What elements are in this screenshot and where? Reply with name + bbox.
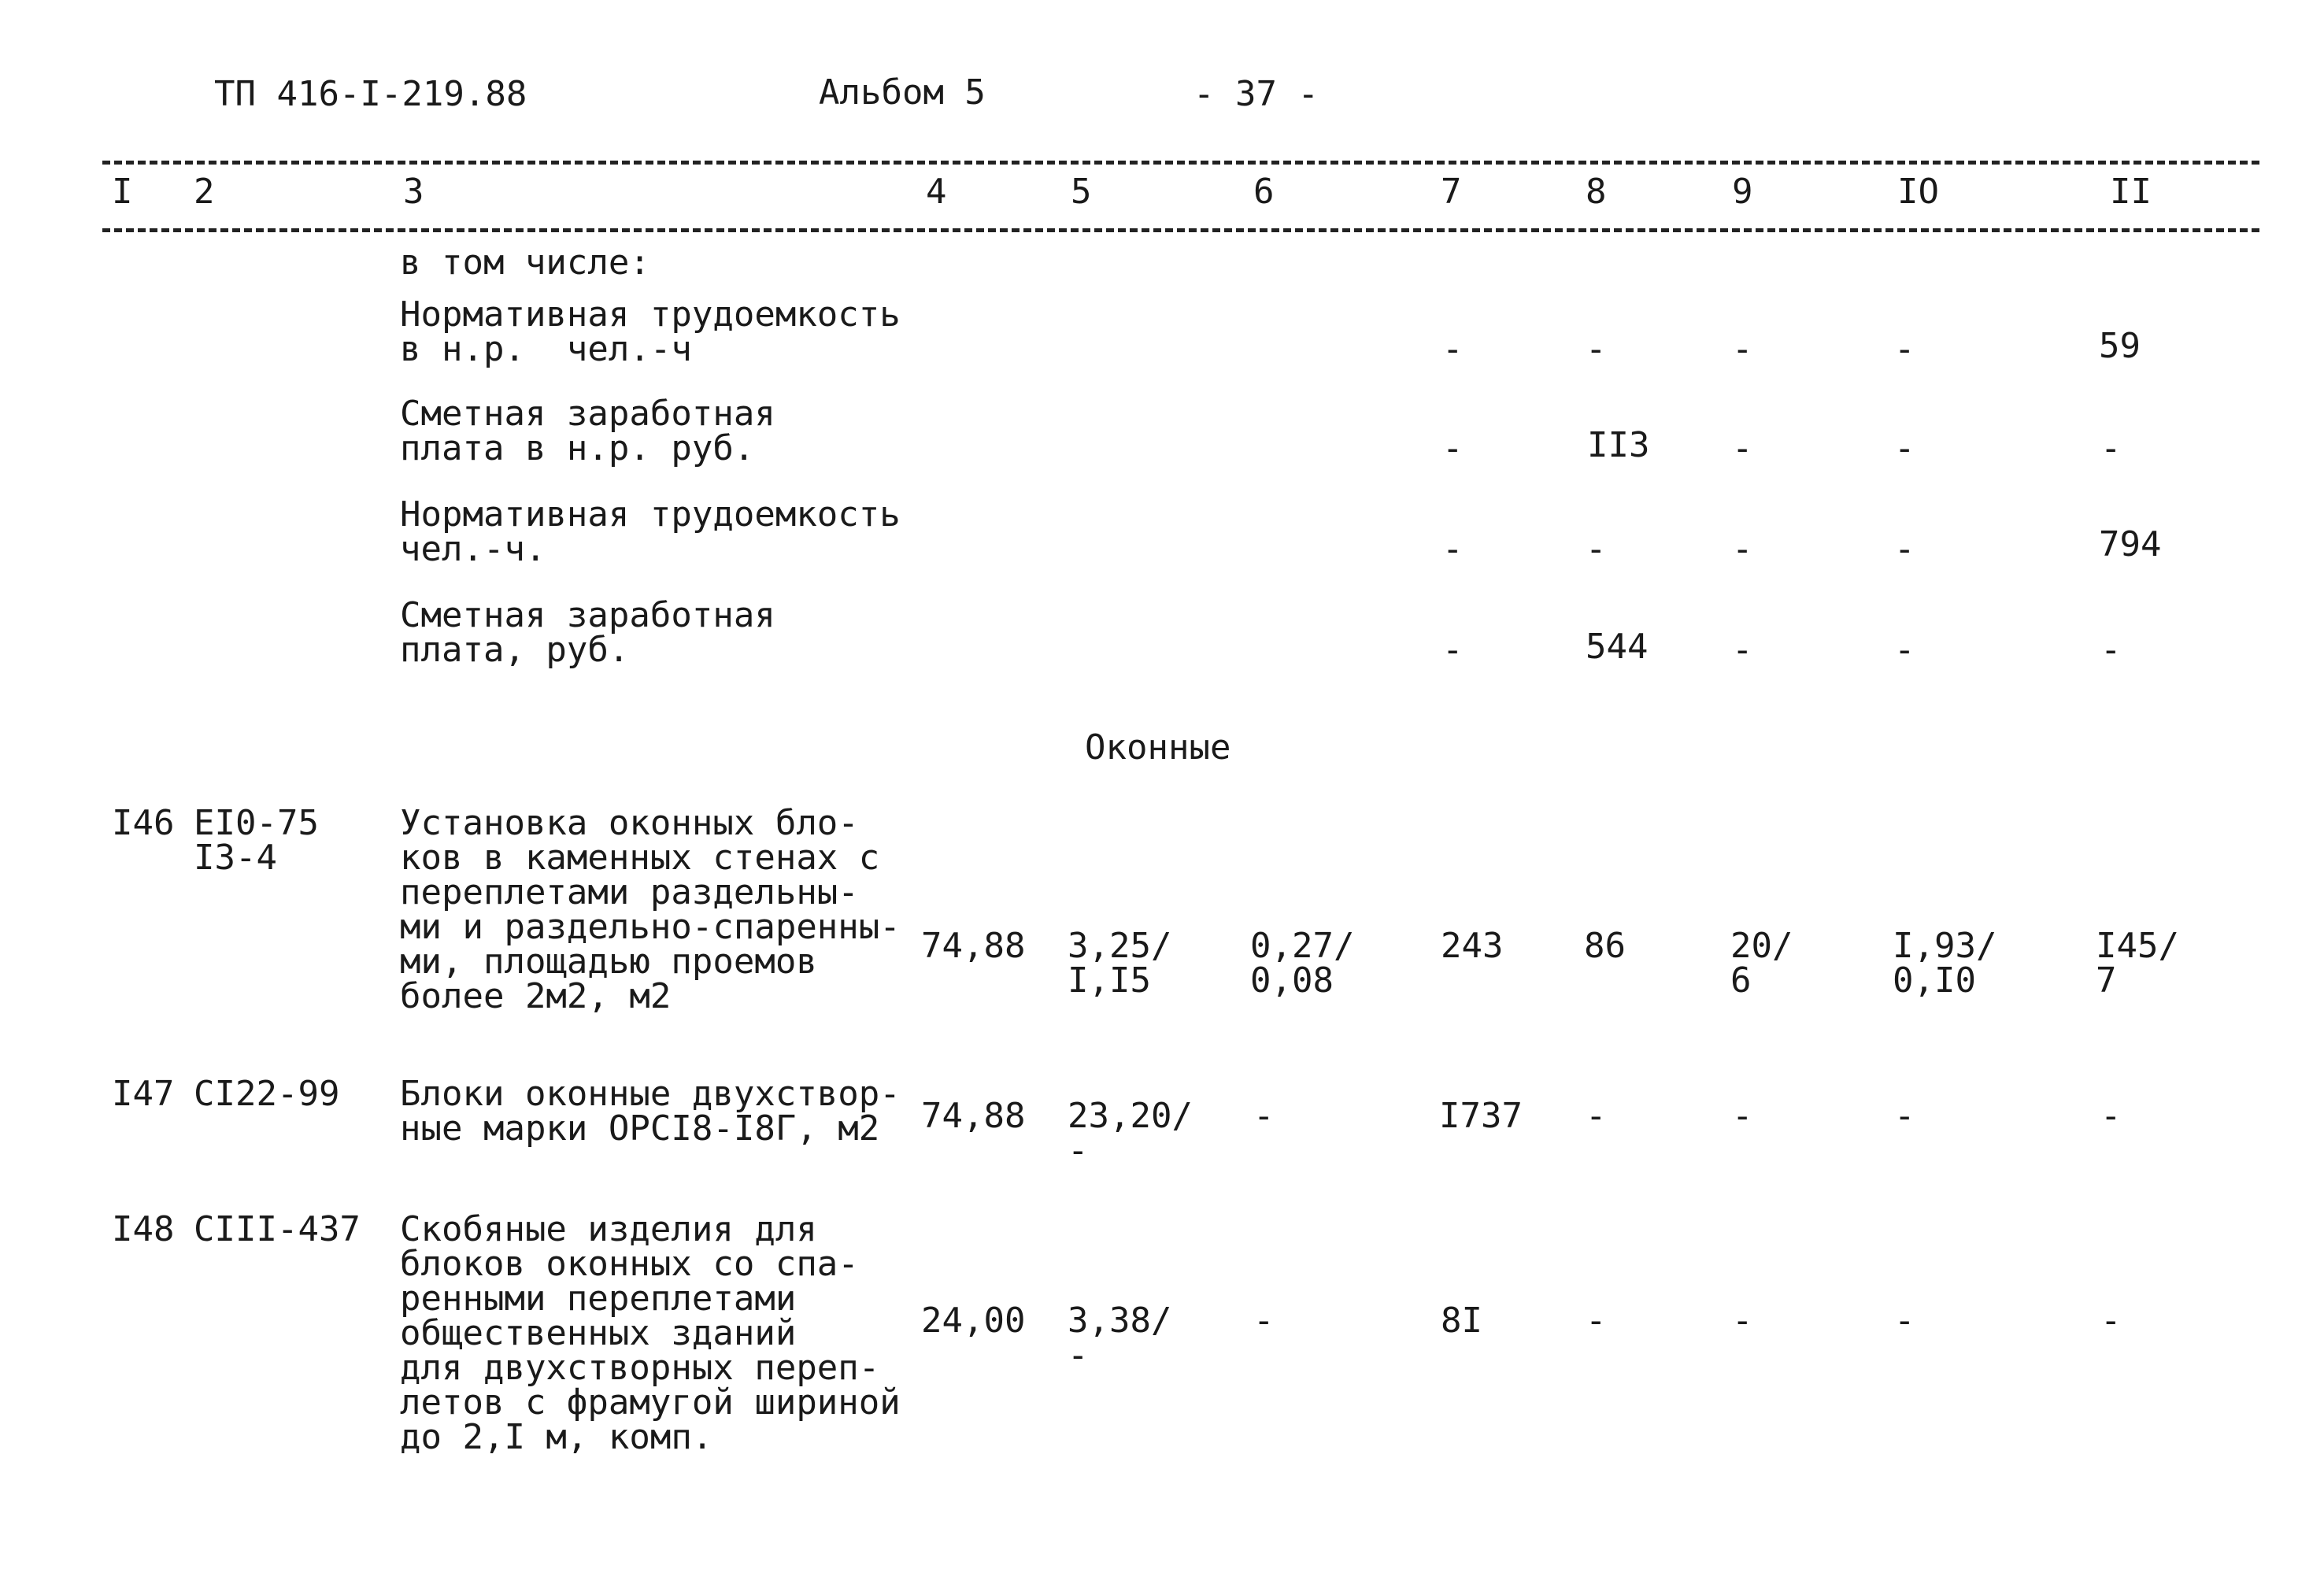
subtotal-intro: в том числе: (400, 242, 650, 283)
subtotal-row-c11: - (2100, 630, 2122, 670)
subtotal-row-desc: Нормативная трудоемкость в н.р. чел.-ч (400, 294, 901, 369)
item-quantity: 74,88 (921, 1096, 1026, 1136)
subtotal-row-c10: - (1894, 630, 1915, 670)
item-labor-total: I45/ 7 (2096, 926, 2179, 1001)
subtotal-row-c11: 59 (2099, 326, 2141, 366)
item-total-cost: 243 (1441, 926, 1504, 966)
header-top-rule (102, 161, 2259, 165)
item-code: CIII-437 (194, 1209, 361, 1249)
item-unit-cost: 3,25/ I,I5 (1068, 926, 1172, 1001)
subtotal-row-c8: - (1586, 529, 1607, 569)
subtotal-row-c10: - (1894, 529, 1915, 569)
subtotal-row-c8: - (1586, 329, 1607, 369)
document-code: ТП 416-I-219.88 (214, 74, 527, 114)
item-total-cost: 8I (1441, 1301, 1482, 1341)
subtotal-row-c10: - (1894, 329, 1915, 369)
item-code: EI0-75 I3-4 (194, 803, 319, 878)
item-labor-total: - (2100, 1301, 2122, 1341)
column-header-5: 5 (1071, 172, 1092, 212)
column-header-1: I (112, 172, 133, 212)
section-title: Оконные (1085, 727, 1231, 768)
page-number: - 37 - (1193, 74, 1319, 114)
column-header-2: 2 (194, 172, 215, 212)
subtotal-row-c8: II3 (1587, 425, 1650, 465)
subtotal-row-c7: - (1442, 428, 1464, 468)
subtotal-row-c11: 794 (2099, 524, 2162, 564)
item-total-operation: 20/ 6 (1730, 926, 1793, 1001)
subtotal-row-c7: - (1442, 329, 1464, 369)
item-description: Блоки оконные двухствор- ные марки ОРСI8-I8Г, м2 (400, 1074, 901, 1149)
item-number: I47 (112, 1074, 175, 1114)
subtotal-row-c11: - (2100, 428, 2122, 468)
column-header-10: IO (1897, 172, 1939, 212)
subtotal-row-c7: - (1442, 630, 1464, 670)
subtotal-row-c8: 544 (1586, 627, 1649, 667)
column-header-11: II (2110, 172, 2152, 212)
item-labor-unit: I,93/ 0,I0 (1893, 926, 1997, 1001)
album-label: Альбом 5 (819, 72, 986, 113)
subtotal-row-c9: - (1732, 630, 1753, 670)
item-total-wages: 86 (1584, 926, 1626, 966)
item-number: I48 (112, 1209, 175, 1249)
subtotal-row-desc: Сметная заработная плата, руб. (400, 595, 775, 670)
subtotal-row-c9: - (1732, 428, 1753, 468)
column-header-6: 6 (1253, 172, 1275, 212)
item-quantity: 74,88 (921, 926, 1026, 966)
item-labor-total: - (2100, 1096, 2122, 1136)
item-unit-cost: 23,20/ - (1068, 1096, 1193, 1171)
subtotal-row-desc: Нормативная трудоемкость чел.-ч. (400, 494, 901, 569)
column-header-3: 3 (403, 172, 424, 212)
column-header-7: 7 (1441, 172, 1462, 212)
item-total-cost: I737 (1439, 1096, 1523, 1136)
column-header-4: 4 (926, 172, 947, 212)
subtotal-row-c9: - (1732, 329, 1753, 369)
item-unit-operation: 0,27/ 0,08 (1250, 926, 1355, 1001)
item-description: Скобяные изделия для блоков оконных со спа- ренными переплетами общественных зданий для двухстворных переп- летов с фрамугой шириной до 2,I м, комп. (400, 1209, 901, 1457)
item-total-operation: - (1732, 1301, 1753, 1341)
item-code: CI22-99 (194, 1074, 340, 1114)
header-bottom-rule (102, 228, 2259, 232)
item-labor-unit: - (1894, 1301, 1915, 1341)
subtotal-row-c10: - (1894, 428, 1915, 468)
item-total-operation: - (1732, 1096, 1753, 1136)
item-number: I46 (112, 803, 175, 843)
item-unit-operation: - (1253, 1096, 1275, 1136)
column-header-8: 8 (1586, 172, 1607, 212)
item-labor-unit: - (1894, 1096, 1915, 1136)
subtotal-row-c9: - (1732, 529, 1753, 569)
column-header-9: 9 (1732, 172, 1753, 212)
subtotal-row-desc: Сметная заработная плата в н.р. руб. (400, 394, 775, 468)
item-quantity: 24,00 (921, 1301, 1026, 1341)
item-description: Установка оконных бло- ков в каменных стенах с переплетами раздельны- ми и раздельно-спаренны- ми, площадью проемов более 2м2, м2 (400, 803, 901, 1016)
item-unit-operation: - (1253, 1301, 1275, 1341)
item-unit-cost: 3,38/ - (1068, 1301, 1172, 1375)
subtotal-row-c7: - (1442, 529, 1464, 569)
item-total-wages: - (1586, 1096, 1607, 1136)
item-total-wages: - (1586, 1301, 1607, 1341)
